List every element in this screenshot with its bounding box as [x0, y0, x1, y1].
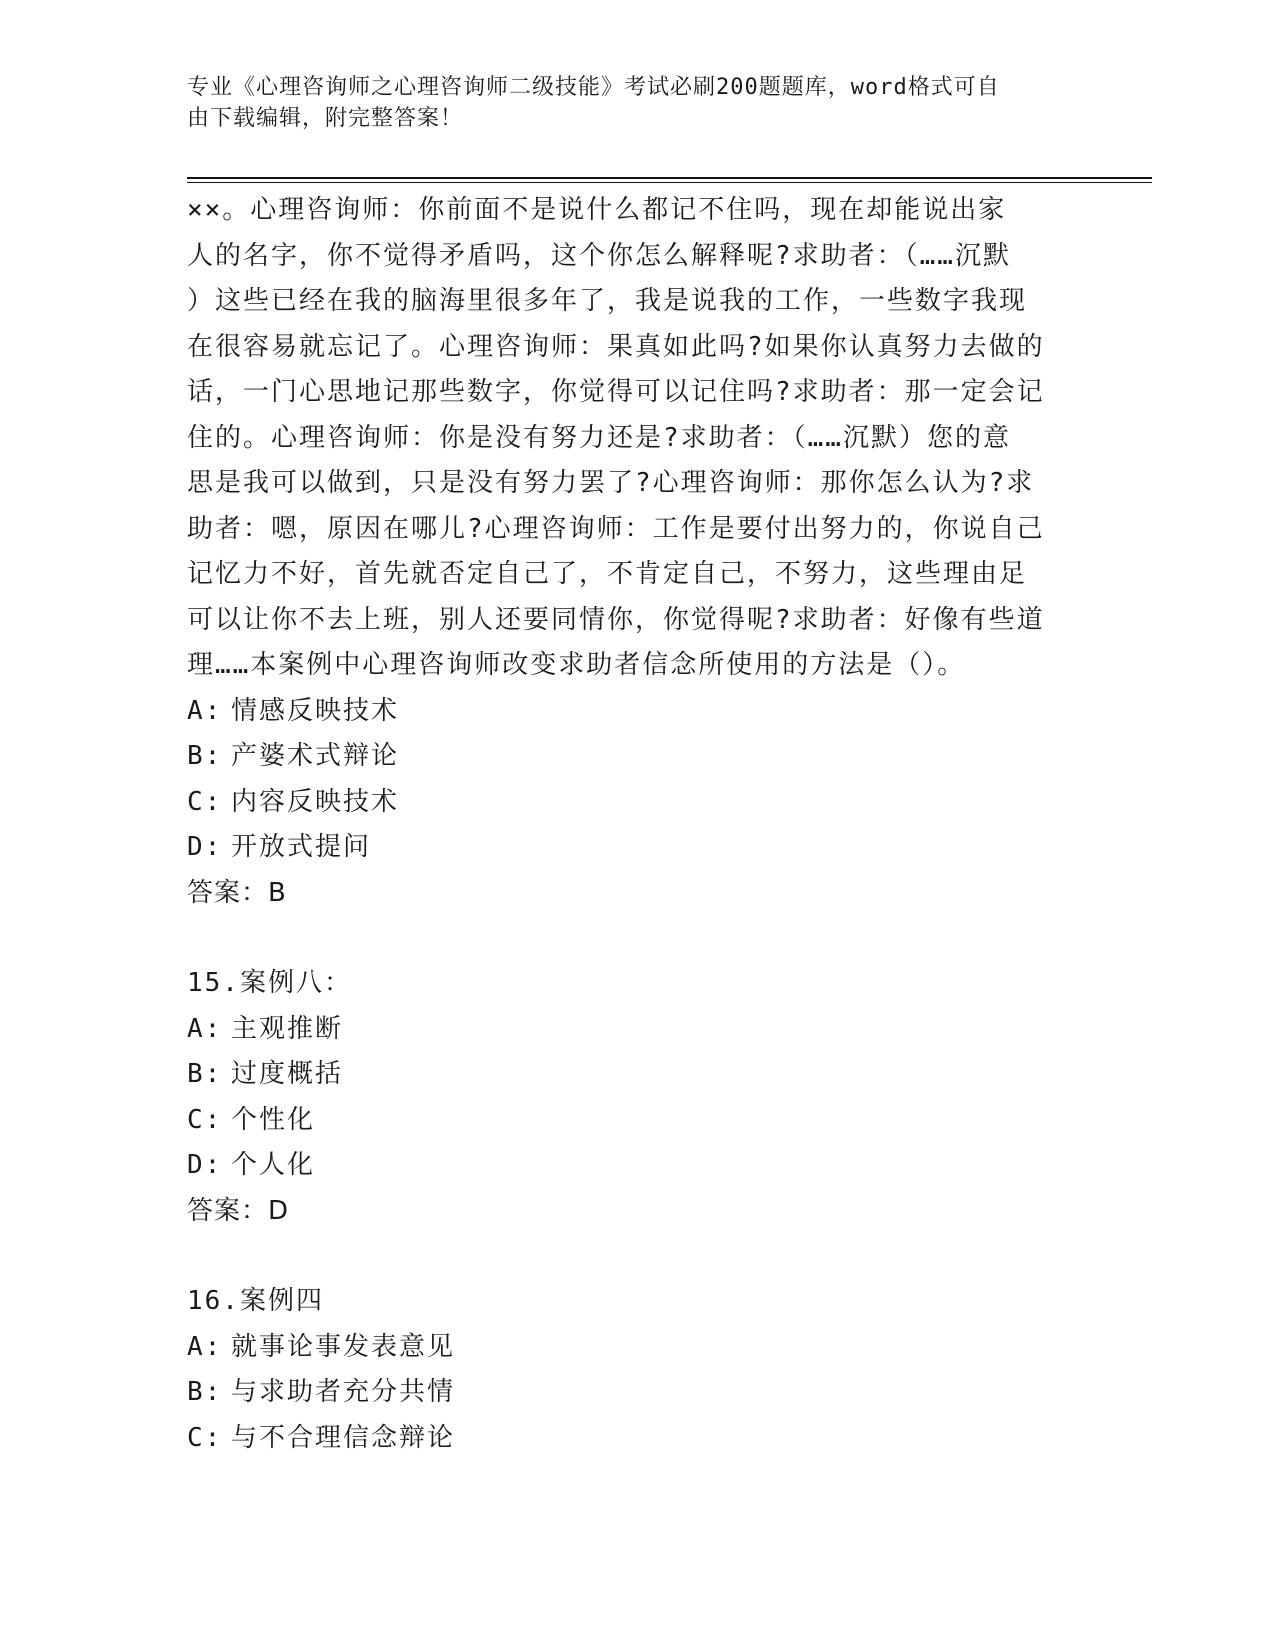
- header-line-1: 专业《心理咨询师之心理咨询师二级技能》考试必刷200题题库，word格式可自: [187, 75, 1000, 100]
- option-letter: D:: [187, 832, 223, 862]
- stem-line: ××。心理咨询师：你前面不是说什么都记不住吗，现在却能说出家: [187, 195, 1007, 225]
- option-b: [187, 734, 1087, 780]
- stem-line: 助者：嗯，原因在哪儿?心理咨询师：工作是要付出努力的，你说自己: [187, 513, 1045, 544]
- stem-line: ）这些已经在我的脑海里很多年了，我是说我的工作，一些数字我现: [187, 286, 1028, 316]
- stem-line: 话，一门心思地记那些数字，你觉得可以记住吗?求助者：那一定会记: [187, 377, 1045, 407]
- option-letter: B:: [187, 1059, 223, 1089]
- question-15-options: [187, 1007, 1087, 1189]
- option-d: [187, 825, 1087, 871]
- stem-line: 在很容易就忘记了。心理咨询师：果真如此吗?如果你认真努力去做的: [187, 331, 1045, 362]
- question-15-answer: 答案：D: [187, 1195, 290, 1226]
- question-16-options: [187, 1325, 1087, 1462]
- stem-line: 可以让你不去上班，别人还要同情你，你觉得呢?求助者：好像有些道: [187, 604, 1045, 635]
- question-16-title: 16.案例四: [187, 1286, 324, 1316]
- option-text: 与不合理信念辩论: [231, 1422, 456, 1453]
- option-letter: A:: [187, 1013, 223, 1044]
- option-text: 情感反映技术: [231, 695, 400, 726]
- header-divider-thick: [187, 177, 1152, 179]
- option-letter: B:: [187, 1377, 223, 1407]
- stem-line: 人的名字，你不觉得矛盾吗，这个你怎么解释呢?求助者：（……沉默: [187, 240, 1011, 271]
- spacer: [187, 916, 1087, 961]
- question-14-options: [187, 689, 1087, 871]
- option-text: 个人化: [231, 1150, 316, 1180]
- option-letter: C:: [187, 1104, 223, 1135]
- option-c: [187, 1416, 1087, 1462]
- stem-line: 思是我可以做到，只是没有努力罢了?心理咨询师：那你怎么认为?求: [187, 468, 1035, 498]
- question-15-title: 15.案例八：: [187, 968, 352, 998]
- option-letter: C:: [187, 1422, 223, 1453]
- option-c: [187, 1098, 1087, 1144]
- option-letter: B:: [187, 741, 223, 771]
- option-text: 开放式提问: [231, 832, 372, 862]
- option-letter: A:: [187, 695, 223, 726]
- option-letter: D:: [187, 1150, 223, 1180]
- option-a: [187, 689, 1087, 735]
- document-header: [187, 72, 1087, 134]
- spacer: [187, 1234, 1087, 1279]
- option-text: 与求助者充分共情: [231, 1377, 456, 1407]
- option-text: 产婆术式辩论: [231, 741, 400, 771]
- document-body: [187, 188, 1087, 1461]
- option-d: [187, 1143, 1087, 1189]
- header-divider-thin: [187, 182, 1152, 183]
- option-text: 过度概括: [231, 1059, 344, 1089]
- stem-line: 记忆力不好，首先就否定自己了，不肯定自己，不努力，这些理由足: [187, 559, 1028, 589]
- option-letter: A:: [187, 1331, 223, 1362]
- option-c: [187, 780, 1087, 826]
- option-text: 就事论事发表意见: [231, 1331, 456, 1362]
- option-b: [187, 1052, 1087, 1098]
- option-a: [187, 1325, 1087, 1371]
- option-a: [187, 1007, 1087, 1053]
- header-line-2: 由下载编辑，附完整答案！: [187, 106, 464, 131]
- option-text: 内容反映技术: [231, 786, 400, 817]
- stem-line: 住的。心理咨询师：你是没有努力还是?求助者：（……沉默）您的意: [187, 422, 1011, 453]
- option-letter: C:: [187, 786, 223, 817]
- question-14-stem: [187, 188, 1087, 689]
- question-14-answer: 答案：B: [187, 877, 287, 908]
- stem-line: 理……本案例中心理咨询师改变求助者信念所使用的方法是（）。: [187, 650, 966, 680]
- option-b: [187, 1370, 1087, 1416]
- option-text: 主观推断: [231, 1013, 344, 1044]
- option-text: 个性化: [231, 1104, 316, 1135]
